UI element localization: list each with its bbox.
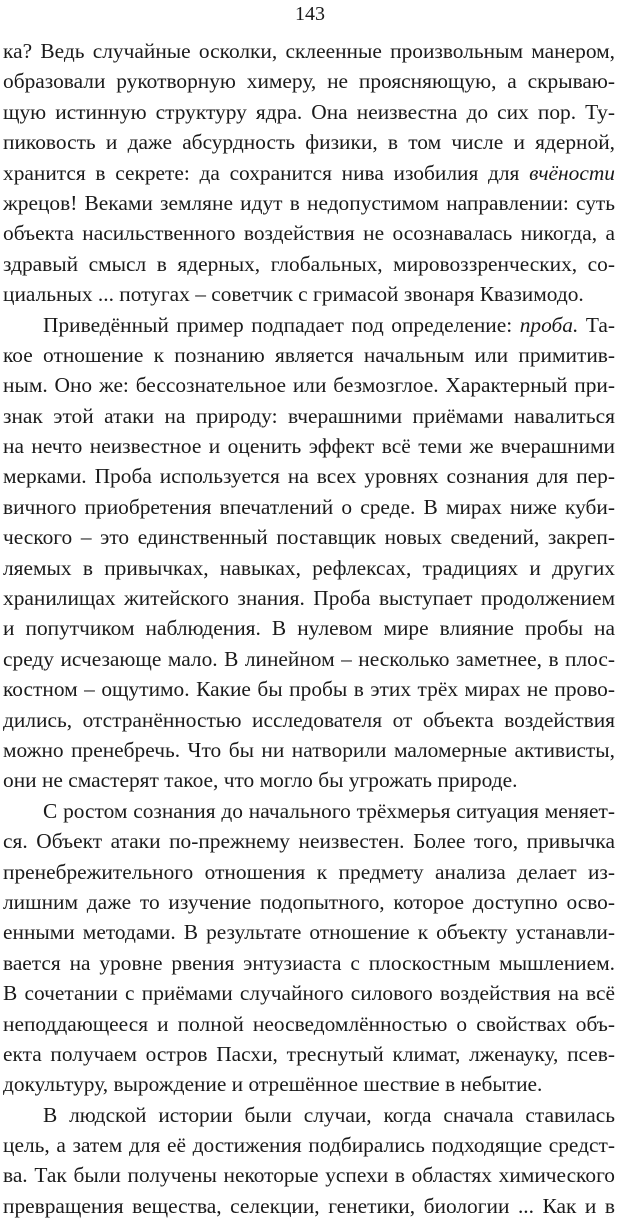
text-run: ческого – это единственный поставщик новых сведений, закреп-: [3, 525, 615, 550]
text-run: кое отношение к познанию является начальным или примитив-: [3, 342, 615, 367]
text-run: знак этой атаки на природу: вчерашними приёмами навалиться: [3, 403, 615, 428]
text-line: [3, 461, 615, 491]
text-line: [3, 1039, 615, 1069]
text-line: [3, 857, 615, 887]
text-run: енными методами. В результате отношение к объекту устанавли-: [3, 920, 615, 945]
text-line: [3, 705, 615, 735]
text-run: щую истинную структуру ядра. Она неизвестна до сих пор. Ту-: [3, 99, 615, 124]
text-line: [3, 218, 615, 248]
text-run: жрецов! Веками земляне идут в недопустимом направлении: суть: [3, 190, 615, 215]
text-run: вичного приобретения впечатлений о среде. В мирах ниже куби-: [3, 494, 615, 519]
text-line: [3, 887, 615, 917]
text-run: они не смастерят такое, что могло бы угрожать природе.: [3, 768, 518, 793]
text-run: С ростом сознания до начального трёхмерья ситуация меняет-: [43, 798, 615, 823]
paragraph: [3, 36, 615, 310]
text-line: [3, 826, 615, 856]
text-run: хранилищах житейского знания. Проба выступает продолжением: [3, 586, 615, 611]
text-line: [3, 796, 615, 826]
text-run: можно пренебречь. Что бы ни натворили маломерные активисты,: [3, 737, 615, 762]
text-line: [3, 310, 615, 340]
text-line: [3, 553, 615, 583]
text-run: неподдающееся и полной неосведомлённостью о свойствах объ-: [3, 1011, 615, 1036]
text-run: ся. Объект атаки по-прежнему неизвестен. Более того, привычка: [3, 829, 615, 854]
text-line: [3, 401, 615, 431]
text-line: [3, 370, 615, 400]
text-run: мерками. Проба используется на всех уровнях сознания для пер-: [3, 464, 615, 489]
text-run: Та-: [578, 312, 615, 337]
text-line: [3, 735, 615, 765]
text-line: [3, 1069, 615, 1099]
text-line: [3, 1130, 615, 1160]
text-line: [3, 1100, 615, 1130]
text-run: докультуру, вырождение и отрешённое шествие в небытие.: [3, 1072, 543, 1097]
text-line: [3, 340, 615, 370]
text-line: [3, 1160, 615, 1190]
italic-term: проба.: [519, 312, 579, 337]
text-run: объекта насильственного воздействия не осознавалась никогда, а: [3, 221, 615, 246]
text-run: ва. Так были получены некоторые успехи в областях химического: [3, 1163, 615, 1188]
text-run: лишним даже то изучение подопытного, которое доступно осво-: [3, 889, 615, 914]
text-run: В людской истории были случаи, когда сначала ставилась: [43, 1102, 615, 1127]
text-line: [3, 97, 615, 127]
text-line: [3, 765, 615, 795]
text-run: ным. Оно же: бессознательное или безмозглое. Характерный при-: [3, 373, 615, 398]
text-line: [3, 431, 615, 461]
text-run: превращения вещества, селекции, генетики, биологии ... Как и в: [3, 1193, 615, 1218]
text-run: на нечто неизвестное и оценить эффект всё теми же вчерашними: [3, 434, 615, 459]
text-line: [3, 249, 615, 279]
text-run: пренебрежительного отношения к предмету анализа делает из-: [3, 859, 615, 884]
text-line: [3, 158, 615, 188]
body-text: [3, 36, 615, 1221]
text-run: циальных ... потугах – советчик с гримасой звонаря Квазимодо.: [3, 282, 584, 307]
text-line: [3, 492, 615, 522]
text-line: [3, 1009, 615, 1039]
text-run: екта получаем остров Пасхи, треснутый климат, лженауку, псев-: [3, 1041, 615, 1066]
text-line: [3, 583, 615, 613]
text-line: [3, 917, 615, 947]
text-line: [3, 1191, 615, 1221]
text-line: [3, 613, 615, 643]
paragraph: [3, 796, 615, 1100]
text-line: [3, 188, 615, 218]
text-run: хранится в секрете: да сохранится нива изобилия для: [3, 160, 530, 185]
text-line: [3, 522, 615, 552]
text-line: [3, 66, 615, 96]
text-run: дились, отстранённостью исследователя от объекта воздействия: [3, 707, 615, 732]
paragraph: [3, 310, 615, 796]
text-line: [3, 978, 615, 1008]
page-number: 143: [295, 3, 325, 25]
text-run: среду исчезающе мало. В линейном – несколько заметнее, в плос-: [3, 646, 615, 671]
text-run: пиковость и даже абсурдность физики, в том числе и ядерной,: [3, 130, 615, 155]
text-line: [3, 127, 615, 157]
text-run: ляемых в привычках, навыках, рефлексах, традициях и других: [3, 555, 615, 580]
text-run: ка? Ведь случайные осколки, склеенные произвольным манером,: [3, 39, 615, 63]
italic-term: вчёности: [529, 160, 615, 185]
text-run: костном – ощутимо. Какие бы пробы в этих трёх мирах не прово-: [3, 677, 615, 702]
text-run: цель, а затем для её достижения подбирались подходящие средст-: [3, 1133, 615, 1158]
text-line: [3, 36, 615, 66]
text-line: [3, 948, 615, 978]
text-run: и попутчиком наблюдения. В нулевом мире влияние пробы на: [3, 616, 615, 641]
text-run: В сочетании с приёмами случайного силового воздействия на всё: [3, 981, 615, 1006]
text-line: [3, 279, 615, 309]
text-run: Приведённый пример подпадает под определение:: [43, 312, 520, 337]
text-line: [3, 674, 615, 704]
text-run: вается на уровне рвения энтузиаста с плоскостным мышлением.: [3, 950, 615, 975]
text-run: здравый смысл в ядерных, глобальных, мировоззренческих, со-: [3, 251, 615, 276]
text-line: [3, 644, 615, 674]
paragraph: [3, 1100, 615, 1221]
text-run: образовали рукотворную химеру, не проясняющую, а скрываю-: [3, 69, 615, 94]
